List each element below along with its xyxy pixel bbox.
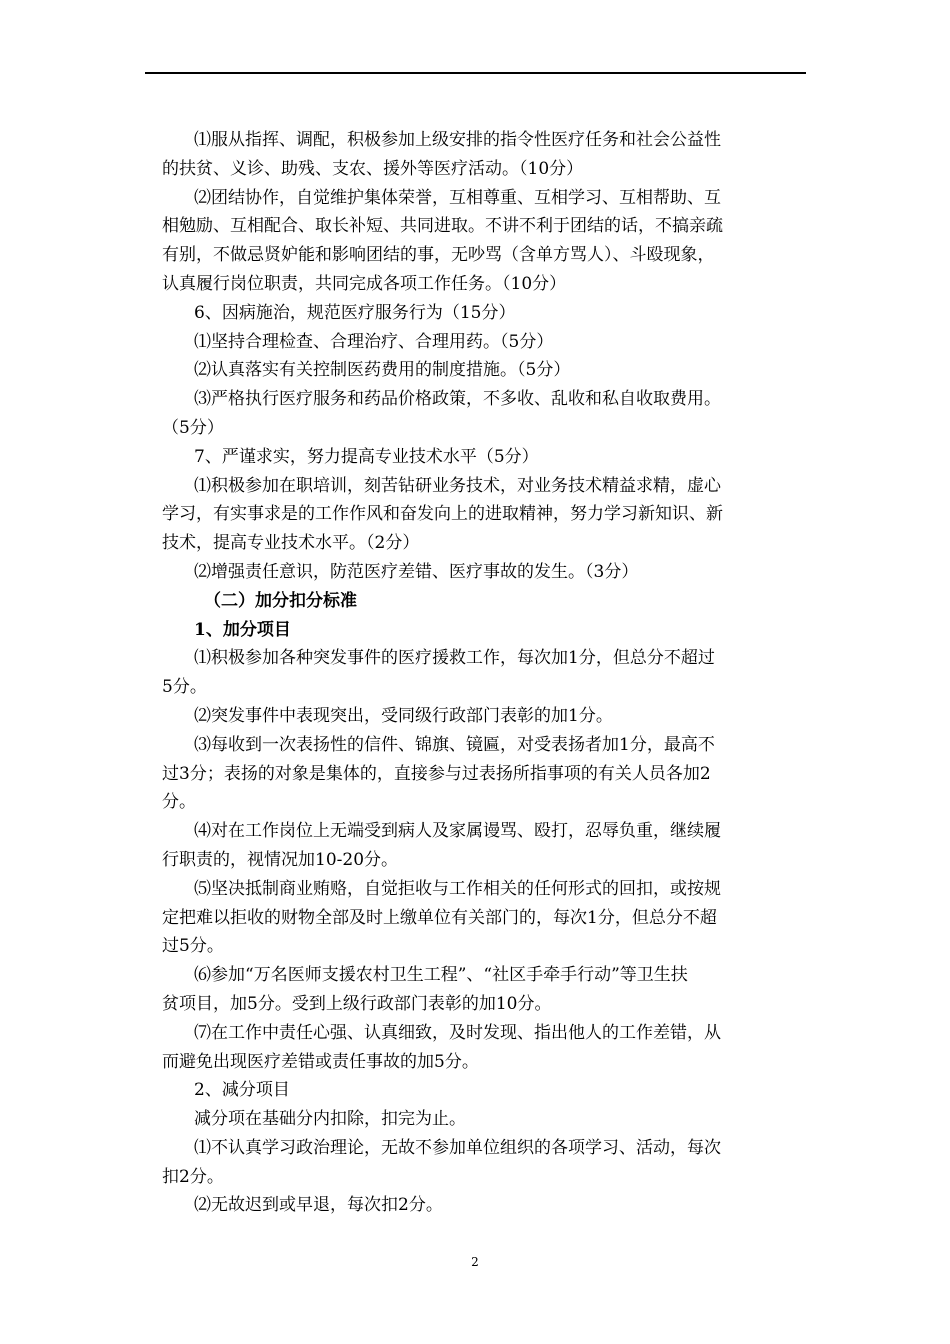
text-line: 相勉励、互相配合、取长补短、共同进取。不讲不利于团结的话，不搞亲疏 [162, 216, 723, 237]
text-line: 1、加分项目 [194, 619, 291, 640]
header-rule [145, 72, 806, 74]
text-line: ⑴积极参加各种突发事件的医疗援救工作，每次加1分，但总分不超过 [194, 648, 715, 669]
text-line: 分。 [162, 792, 196, 813]
text-line: ⑵突发事件中表现突出，受同级行政部门表彰的加1分。 [194, 705, 613, 726]
text-line: 而避免出现医疗差错或责任事故的加5分。 [162, 1051, 479, 1072]
text-line: ⑵认真落实有关控制医药费用的制度措施。（5分） [194, 360, 571, 381]
text-line: 5分。 [162, 677, 207, 698]
text-line: ⑴不认真学习政治理论，无故不参加单位组织的各项学习、活动，每次 [194, 1137, 721, 1158]
text-line: 认真履行岗位职责，共同完成各项工作任务。（10分） [162, 273, 567, 294]
page-number: 2 [471, 1255, 479, 1269]
text-line: 的扶贫、义诊、助残、支农、援外等医疗活动。（10分） [162, 158, 584, 179]
text-line: ⑹参加“万名医师支援农村卫生工程”、“社区手牵手行动”等卫生扶 [194, 965, 688, 986]
text-line: 技术，提高专业技术水平。（2分） [162, 533, 420, 554]
text-line: 7、严谨求实，努力提高专业技术水平（5分） [194, 446, 539, 467]
text-line: 行职责的，视情况加10-20分。 [162, 849, 399, 870]
text-line: 有别，不做忌贤妒能和影响团结的事，无吵骂（含单方骂人）、斗殴现象， [162, 245, 715, 266]
text-line: ⑷对在工作岗位上无端受到病人及家属谩骂、殴打，忍辱负重，继续履 [194, 821, 721, 842]
document-body [162, 126, 790, 1220]
text-line: 过3分；表扬的对象是集体的，直接参与过表扬所指事项的有关人员各加2 [162, 763, 711, 784]
text-line: 扣2分。 [162, 1166, 224, 1187]
text-line: 定把难以拒收的财物全部及时上缴单位有关部门的，每次1分，但总分不超 [162, 907, 717, 928]
text-line: （5分） [162, 417, 224, 438]
text-line: ⑺在工作中责任心强、认真细致，及时发现、指出他人的工作差错，从 [194, 1022, 721, 1043]
text-line: ⑴积极参加在职培训，刻苦钻研业务技术，对业务技术精益求精，虚心 [194, 475, 721, 496]
text-line: 过5分。 [162, 936, 224, 957]
text-line: ⑶每收到一次表扬性的信件、锦旗、镜匾，对受表扬者加1分，最高不 [194, 734, 715, 755]
text-line: 减分项在基础分内扣除，扣完为止。 [194, 1109, 466, 1130]
text-line: ⑵增强责任意识，防范医疗差错、医疗事故的发生。（3分） [194, 561, 639, 582]
text-line: 贫项目，加5分。受到上级行政部门表彰的加10分。 [162, 993, 552, 1014]
text-line: 6、因病施治，规范医疗服务行为（15分） [194, 302, 516, 323]
text-line: ⑴服从指挥、调配，积极参加上级安排的指令性医疗任务和社会公益性 [194, 130, 721, 150]
text-line: ⑸坚决抵制商业贿赂，自觉拒收与工作相关的任何形式的回扣，或按规 [194, 878, 721, 899]
text-line: ⑴坚持合理检查、合理治疗、合理用药。（5分） [194, 331, 554, 352]
text-line: ⑵无故迟到或早退，每次扣2分。 [194, 1195, 443, 1216]
text-line: （二）加分扣分标准 [204, 590, 357, 611]
text-line: ⑵团结协作，自觉维护集体荣誉，互相尊重、互相学习、互相帮助、互 [194, 187, 721, 208]
text-line: ⑶严格执行医疗服务和药品价格政策，不多收、乱收和私自收取费用。 [194, 389, 721, 410]
text-line: 学习，有实事求是的工作作风和奋发向上的进取精神，努力学习新知识、新 [162, 504, 723, 525]
text-line: 2、减分项目 [194, 1080, 290, 1101]
